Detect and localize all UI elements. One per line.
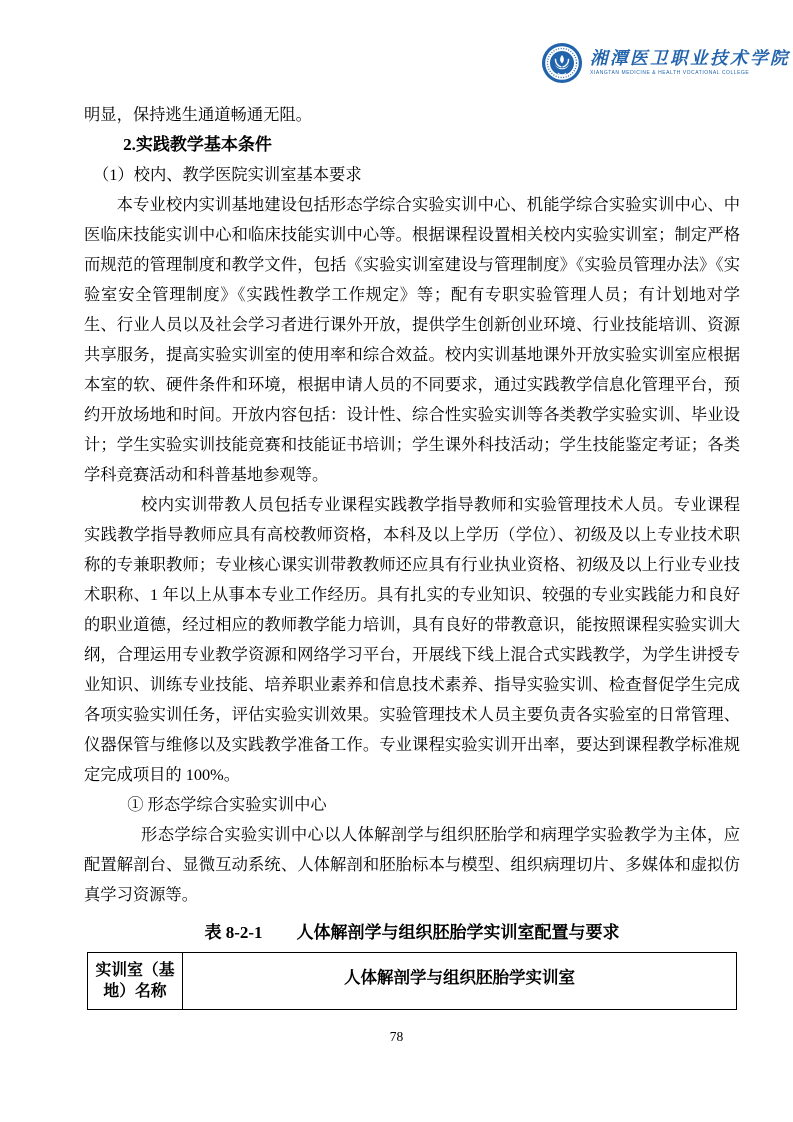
training-room-config-table bbox=[87, 952, 737, 1010]
page-body bbox=[84, 100, 740, 1010]
college-name-zh: 湘潭医卫职业技术学院 bbox=[590, 49, 790, 69]
item-heading-morphology-center: ① 形态学综合实验实训中心 bbox=[127, 795, 327, 814]
table-header-cell-room-name: 实训室（基地）名称 bbox=[88, 953, 183, 1010]
college-name-en: XIANGTAN MEDICINE & HEALTH VOCATIONAL COLLEGE bbox=[590, 70, 750, 76]
section-heading: 2.实践教学基本条件 bbox=[123, 135, 272, 154]
table-value-cell-room-name: 人体解剖学与组织胚胎学实训室 bbox=[183, 953, 737, 1010]
table-caption: 表 8-2-1 人体解剖学与组织胚胎学实训室配置与要求 bbox=[204, 923, 620, 942]
subsection-heading: （1）校内、教学医院实训室基本要求 bbox=[92, 165, 362, 184]
college-logo-text bbox=[590, 49, 790, 77]
table-row bbox=[88, 953, 737, 1010]
paragraph-continuation-line: 明显，保持逃生通道畅通无阻。 bbox=[84, 105, 312, 124]
paragraph-campus-training-base: 本专业校内实训基地建设包括形态学综合实验实训中心、机能学综合实验实训中心、中医临床技能实训中心和临床技能实训中心等。根据课程设置相关校内实验实训室；制定严格而规范的管理制度和教学文件，包括《实验实训室建设与管理制度》《实验员管理办法》《实验室安全管理制度》《实践性教学工作规定》等；配有专职实验管理人员；有计划地对学生、行业人员以及社会学习者进行课外开放，提供学生创新创业环境、行业技能培训、资源共享服务，提高实验实训室的使用率和综合效益。校内实训基地课外开放实验实训室应根据本室的软、硬件条件和环境，根据申请人员的不同要求，通过实践教学信息化管理平台，预约开放场地和时间。开放内容包括：设计性、综合性实验实训等各类教学实验实训、毕业设计；学生实验实训技能竞赛和技能证书培训；学生课外科技活动；学生技能鉴定考证；各类学科竞赛活动和科普基地参观等。 bbox=[84, 195, 740, 484]
college-seal-icon bbox=[541, 42, 583, 84]
college-logo bbox=[541, 42, 790, 84]
paragraph-morphology-center: 形态学综合实验实训中心以人体解剖学与组织胚胎学和病理学实验教学为主体，应配置解剖台、显微互动系统、人体解剖和胚胎标本与模型、组织病理切片、多媒体和虚拟仿真学习资源等。 bbox=[84, 825, 740, 904]
page-number: 78 bbox=[389, 1029, 404, 1044]
paragraph-training-staff: 校内实训带教人员包括专业课程实践教学指导教师和实验管理技术人员。专业课程实践教学指导教师应具有高校教师资格，本科及以上学历（学位）、初级及以上专业技术职称的专兼职教师；专业核心课实训带教教师还应具有行业执业资格、初级及以上行业专业技术职称、1 年以上从事本专业工作经历。具有扎实的专业知识、较强的专业实践能力和良好的职业道德，经过相应的教师教学能力培训，具有良好的带教意识，能按照课程实验实训大纲，合理运用专业教学资源和网络学习平台，开展线下线上混合式实践教学，为学生讲授专业知识、训练专业技能、培养职业素养和信息技术素养、指导实验实训、检查督促学生完成各项实验实训任务，评估实验实训效果。实验管理技术人员主要负责各实验室的日常管理、仪器保管与维修以及实践教学准备工作。专业课程实验实训开出率，要达到课程教学标准规定完成项目的 100%。 bbox=[84, 495, 740, 784]
